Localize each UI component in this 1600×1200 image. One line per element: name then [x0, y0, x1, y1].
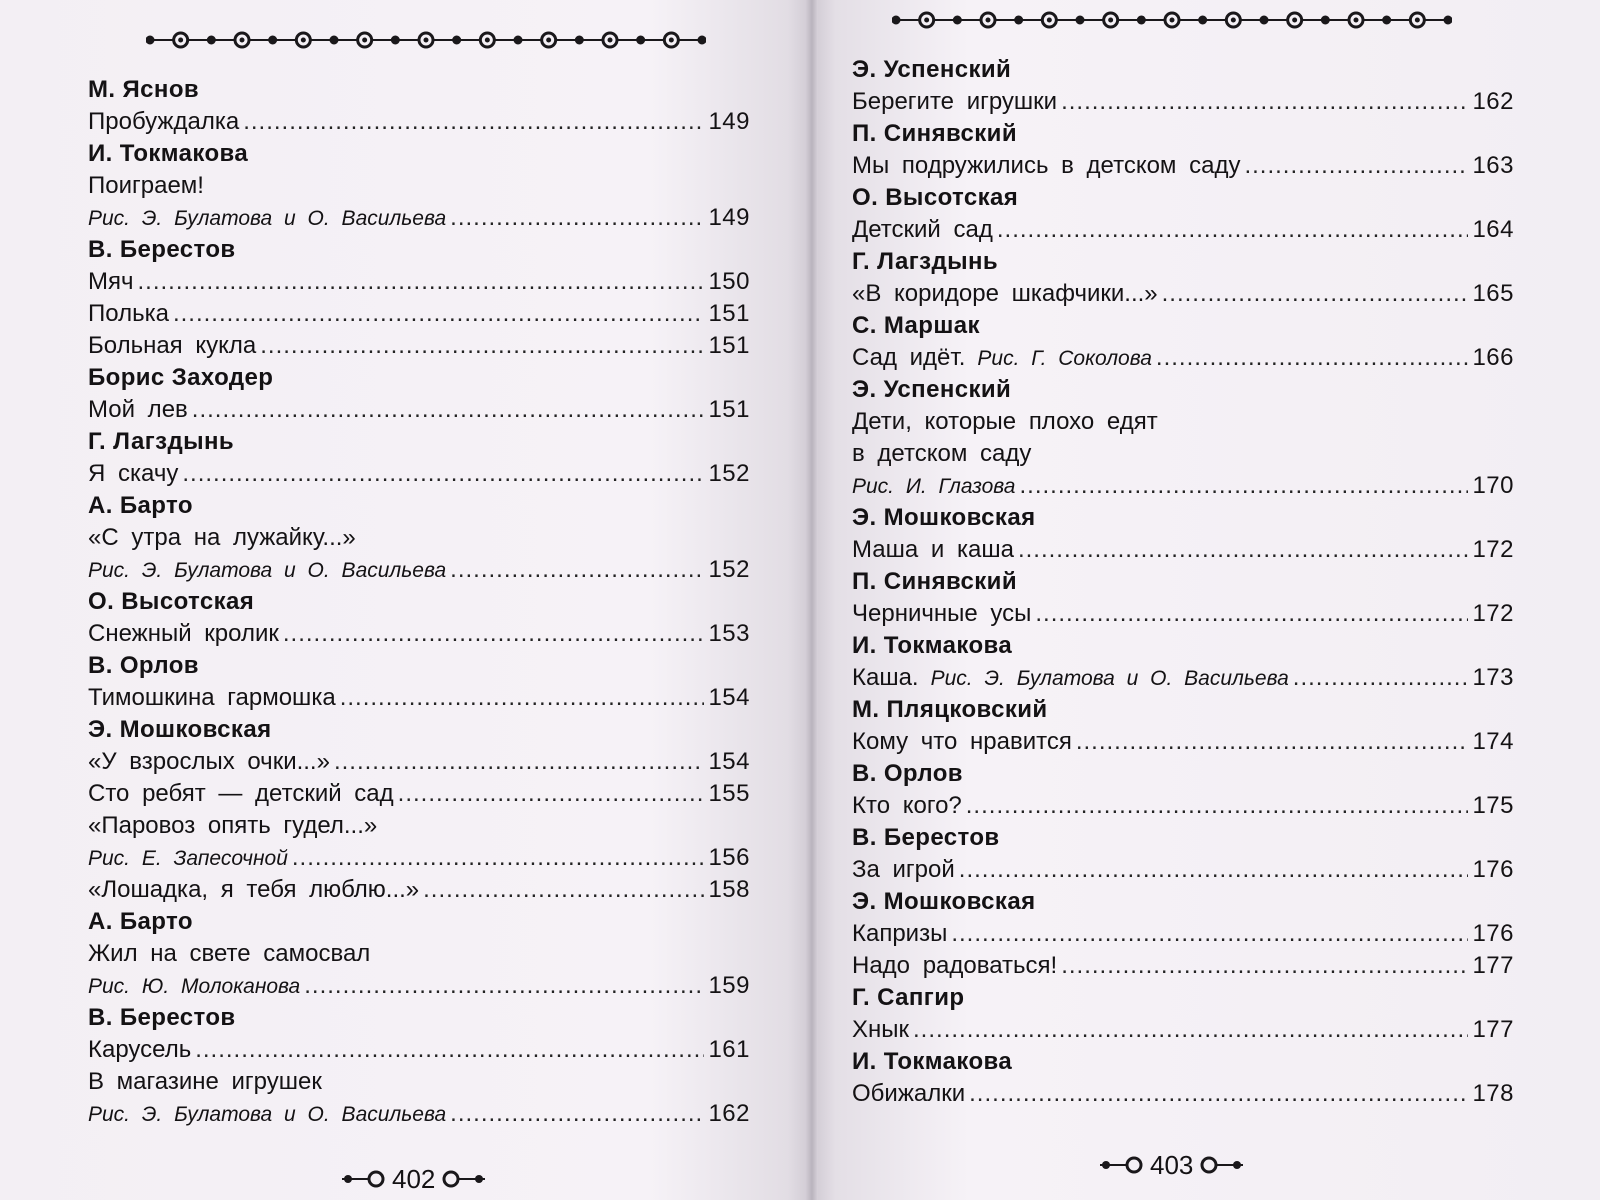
- dot-leader: [304, 970, 704, 1002]
- page-ref: 162: [1472, 88, 1514, 115]
- page-ref: 166: [1472, 344, 1514, 371]
- work-entry: [88, 522, 750, 554]
- work-entry: [88, 682, 750, 714]
- work-entry: [88, 1034, 750, 1066]
- ornament-bead-icon: [207, 36, 215, 44]
- dot-leader: [195, 1034, 704, 1066]
- work-entry: [852, 598, 1514, 630]
- ornament-bead-icon: [953, 16, 961, 24]
- dot-leader: [334, 746, 705, 778]
- work-title: Тимошкина гармошка: [88, 684, 336, 711]
- dot-leader: [260, 330, 704, 362]
- work-entry: [852, 342, 1514, 374]
- ornament-bead-icon: [698, 36, 706, 44]
- author-name: Э. Мошковская: [852, 888, 1036, 915]
- ornament-bead-icon: [1015, 16, 1023, 24]
- work-title: Мы подружились в детском саду: [852, 152, 1241, 179]
- work-title: Берегите игрушки: [852, 88, 1058, 115]
- illustrator-credit: Рис. И. Глазова: [852, 475, 1016, 498]
- work-title: Пробуждалка: [88, 108, 240, 135]
- illustrator-credit: Рис. Г. Соколова: [977, 347, 1152, 370]
- work-title: Снежный кролик: [88, 620, 279, 647]
- page-ref: 173: [1472, 664, 1514, 691]
- work-entry: [852, 534, 1514, 566]
- ornament-bead-icon: [391, 36, 399, 44]
- top-ornament-left: [146, 30, 706, 50]
- page-number: 402: [392, 1164, 436, 1194]
- dot-leader: [1061, 86, 1468, 118]
- illustrator-credit-row: [88, 970, 750, 1002]
- page-number-right: [1096, 1148, 1247, 1182]
- page-ref: 156: [708, 844, 750, 871]
- page-ref: 163: [1472, 152, 1514, 179]
- dot-leader: [182, 458, 704, 490]
- ornament-bead-icon: [1383, 16, 1391, 24]
- work-title: Мяч: [88, 268, 134, 295]
- illustrator-credit: Рис. Э. Булатова и О. Васильева: [88, 1103, 447, 1126]
- work-title: Обижалки: [852, 1080, 966, 1107]
- book-spine: [806, 0, 818, 1200]
- dot-leader: [292, 842, 705, 874]
- illustrator-credit: Рис. Е. Запесочной: [88, 847, 288, 870]
- author-name: О. Высотская: [88, 588, 255, 615]
- dot-leader: [1156, 342, 1469, 374]
- dot-leader: [951, 918, 1468, 950]
- page-ref: 161: [708, 1036, 750, 1063]
- work-title: Поиграем!: [88, 172, 204, 199]
- ornament-bead-icon: [453, 36, 461, 44]
- page-ref: 153: [708, 620, 750, 647]
- work-title: Детский сад: [852, 216, 993, 243]
- page-ref: 159: [708, 972, 750, 999]
- dot-leader: [1162, 278, 1469, 310]
- author-name: В. Орлов: [852, 760, 963, 787]
- illustrator-credit: Рис. Э. Булатова и О. Васильева: [930, 667, 1289, 690]
- author-name: М. Яснов: [88, 76, 200, 103]
- work-title: Маша и каша: [852, 536, 1014, 563]
- work-entry: [852, 214, 1514, 246]
- work-title: Надо радоваться!: [852, 952, 1058, 979]
- page-ref: 178: [1472, 1080, 1514, 1107]
- work-title: Хнык: [852, 1016, 910, 1043]
- author-name: В. Берестов: [852, 824, 1000, 851]
- author-name: Э. Мошковская: [852, 504, 1036, 531]
- dot-leader: [192, 394, 705, 426]
- dot-leader: [243, 106, 704, 138]
- dot-leader: [173, 298, 705, 330]
- page-ref: 149: [708, 108, 750, 135]
- work-title: Больная кукла: [88, 332, 257, 359]
- work-title: Черничные усы: [852, 600, 1032, 627]
- page-ref: 154: [708, 748, 750, 775]
- page-ref: 162: [708, 1100, 750, 1127]
- illustrator-credit-row: [88, 202, 750, 234]
- page-ref: 152: [708, 556, 750, 583]
- page-ref: 164: [1472, 216, 1514, 243]
- page-ref: 177: [1472, 1016, 1514, 1043]
- contents-list-left: [88, 74, 750, 1130]
- author-name: О. Высотская: [852, 184, 1019, 211]
- author-name: С. Маршак: [852, 312, 980, 339]
- author-name: Борис Заходер: [88, 364, 274, 391]
- work-entry: [88, 106, 750, 138]
- dot-leader: [997, 214, 1469, 246]
- work-title: Сто ребят — детский сад: [88, 780, 394, 807]
- page-ref: 152: [708, 460, 750, 487]
- page-ref: 165: [1472, 280, 1514, 307]
- author-name: Г. Сапгир: [852, 984, 965, 1011]
- page-ref: 151: [708, 332, 750, 359]
- author-name: П. Синявский: [852, 568, 1017, 595]
- work-title: «В коридоре шкафчики...»: [852, 280, 1158, 307]
- contents-list-right: [852, 54, 1514, 1110]
- work-entry: [852, 918, 1514, 950]
- dot-leader: [450, 1098, 704, 1130]
- dot-leader: [1018, 534, 1469, 566]
- illustrator-credit-row: [88, 842, 750, 874]
- illustrator-credit: Рис. Э. Булатова и О. Васильева: [88, 559, 447, 582]
- page-number: 403: [1150, 1150, 1194, 1180]
- top-ornament-right: [892, 10, 1452, 30]
- work-entry: [88, 266, 750, 298]
- author-name: Г. Лагздынь: [852, 248, 999, 275]
- page-ref: 172: [1472, 600, 1514, 627]
- page-ref: 172: [1472, 536, 1514, 563]
- illustrator-credit-row: [852, 470, 1514, 502]
- work-entry: [852, 86, 1514, 118]
- ornament-bead-icon: [1321, 16, 1329, 24]
- work-entry: [88, 810, 750, 842]
- work-title: За игрой: [852, 856, 955, 883]
- ornament-bead-icon: [269, 36, 277, 44]
- work-entry: [852, 438, 1514, 470]
- ornament-bead-icon: [514, 36, 522, 44]
- author-name: Э. Мошковская: [88, 716, 272, 743]
- work-entry: [88, 330, 750, 362]
- work-entry: [88, 746, 750, 778]
- dot-leader: [340, 682, 705, 714]
- work-title: в детском саду: [852, 440, 1032, 467]
- work-entry: [852, 1014, 1514, 1046]
- dot-leader: [1061, 950, 1468, 982]
- illustrator-credit-row: [88, 554, 750, 586]
- ornament-bead-icon: [146, 36, 154, 44]
- author-name: И. Токмакова: [88, 140, 249, 167]
- dot-leader: [423, 874, 704, 906]
- dot-leader: [1020, 470, 1469, 502]
- author-name: В. Берестов: [88, 1004, 236, 1031]
- ornament-bead-icon: [892, 16, 900, 24]
- work-title: «У взрослых очки...»: [88, 748, 330, 775]
- page-ref: 151: [708, 300, 750, 327]
- page-ref: 151: [708, 396, 750, 423]
- folio-ornament-icon: [338, 1169, 386, 1189]
- page-ref: 177: [1472, 952, 1514, 979]
- dot-leader: [138, 266, 705, 298]
- ornament-bead-icon: [1199, 16, 1207, 24]
- work-title: Кто кого?: [852, 792, 962, 819]
- page-ref: 170: [1472, 472, 1514, 499]
- work-entry: [852, 278, 1514, 310]
- work-entry: [852, 150, 1514, 182]
- work-entry: [852, 1078, 1514, 1110]
- dot-leader: [966, 790, 1469, 822]
- page-ref: 158: [708, 876, 750, 903]
- author-name: И. Токмакова: [852, 632, 1013, 659]
- dot-leader: [1244, 150, 1468, 182]
- work-title: Жил на свете самосвал: [88, 940, 371, 967]
- ornament-bead-icon: [1076, 16, 1084, 24]
- author-name: И. Токмакова: [852, 1048, 1013, 1075]
- folio-ornament-icon: [1199, 1155, 1247, 1175]
- work-title: Мой лев: [88, 396, 188, 423]
- dot-leader: [969, 1078, 1468, 1110]
- ornament-bead-icon: [1137, 16, 1145, 24]
- dot-leader: [283, 618, 705, 650]
- work-title: «Лошадка, я тебя люблю...»: [88, 876, 420, 903]
- work-title: Капризы: [852, 920, 948, 947]
- ornament-bead-icon: [637, 36, 645, 44]
- dot-leader: [1076, 726, 1469, 758]
- author-name: Э. Успенский: [852, 56, 1012, 83]
- folio-ornament-icon: [1096, 1155, 1144, 1175]
- ornament-bead-icon: [575, 36, 583, 44]
- page-ref: 176: [1472, 920, 1514, 947]
- work-entry: [88, 938, 750, 970]
- dot-leader: [1035, 598, 1468, 630]
- author-name: Г. Лагздынь: [88, 428, 235, 455]
- dot-leader: [1293, 662, 1469, 694]
- page-number-left: [338, 1162, 489, 1196]
- work-title: Дети, которые плохо едят: [852, 408, 1158, 435]
- author-name: Э. Успенский: [852, 376, 1012, 403]
- author-name: А. Барто: [88, 492, 193, 519]
- work-entry: [852, 950, 1514, 982]
- work-entry: [88, 1066, 750, 1098]
- work-title: Карусель: [88, 1036, 192, 1063]
- author-name: В. Берестов: [88, 236, 236, 263]
- work-entry: [88, 874, 750, 906]
- page-ref: 154: [708, 684, 750, 711]
- dot-leader: [913, 1014, 1468, 1046]
- page-ref: 150: [708, 268, 750, 295]
- work-title: Я скачу: [88, 460, 179, 487]
- author-name: В. Орлов: [88, 652, 199, 679]
- page-ref: 155: [708, 780, 750, 807]
- work-entry: [88, 298, 750, 330]
- author-name: П. Синявский: [852, 120, 1017, 147]
- work-entry: [88, 618, 750, 650]
- page-ref: 174: [1472, 728, 1514, 755]
- work-entry: [88, 458, 750, 490]
- page-ref: 175: [1472, 792, 1514, 819]
- work-entry: [852, 854, 1514, 886]
- right-page: [812, 0, 1600, 1200]
- work-title: Каша.: [852, 664, 919, 691]
- ornament-bead-icon: [330, 36, 338, 44]
- work-entry: [852, 790, 1514, 822]
- work-entry: [88, 778, 750, 810]
- dot-leader: [450, 202, 704, 234]
- work-title: «С утра на лужайку...»: [88, 524, 356, 551]
- illustrator-credit: Рис. Э. Булатова и О. Васильева: [88, 207, 447, 230]
- author-name: А. Барто: [88, 908, 193, 935]
- work-title: Сад идёт.: [852, 344, 966, 371]
- work-entry: [88, 170, 750, 202]
- work-title: Полька: [88, 300, 169, 327]
- work-entry: [852, 406, 1514, 438]
- work-entry: [88, 394, 750, 426]
- ornament-bead-icon: [1260, 16, 1268, 24]
- work-title: В магазине игрушек: [88, 1068, 322, 1095]
- illustrator-credit-row: [88, 1098, 750, 1130]
- dot-leader: [959, 854, 1469, 886]
- work-entry: [852, 662, 1514, 694]
- ornament-bead-icon: [1444, 16, 1452, 24]
- work-title: «Паровоз опять гудел...»: [88, 812, 378, 839]
- page-ref: 149: [708, 204, 750, 231]
- dot-leader: [450, 554, 704, 586]
- illustrator-credit: Рис. Ю. Молоканова: [88, 975, 301, 998]
- folio-ornament-icon: [441, 1169, 489, 1189]
- work-title: Кому что нравится: [852, 728, 1072, 755]
- dot-leader: [398, 778, 705, 810]
- work-entry: [852, 726, 1514, 758]
- author-name: М. Пляцковский: [852, 696, 1048, 723]
- page-ref: 176: [1472, 856, 1514, 883]
